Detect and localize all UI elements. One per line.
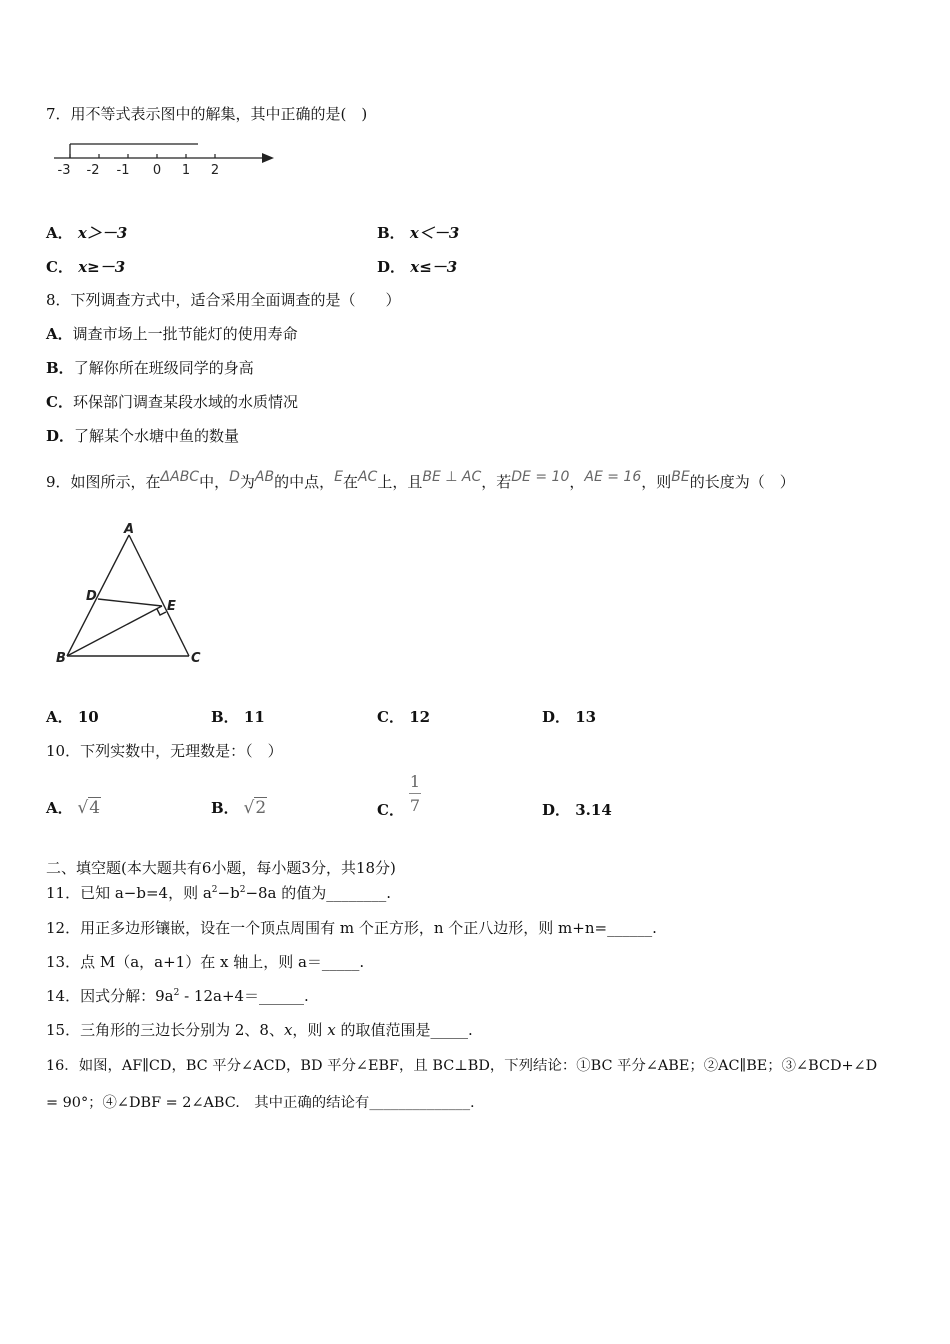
tick-label: -1 [116, 163, 130, 178]
label-e: E [167, 599, 176, 614]
q13: 13．点 M（a，a+1）在 x 轴上，则 a＝_____. [46, 953, 365, 971]
q10-option-b[interactable]: B． √2 [211, 798, 267, 818]
q10-option-a[interactable]: A． √4 [46, 798, 101, 818]
q10-option-d[interactable]: D． 3.14 [542, 801, 612, 819]
tick-label: 0 [152, 163, 162, 178]
q7-stem: 7．用不等式表示图中的解集，其中正确的是( ) [46, 105, 368, 123]
q9-stem: 9．如图所示，在ΔABC中，D为AB的中点，E在AC上，且BE ⊥ AC，若DE = 10，AE = 16，则BE的长度为（ ） [46, 469, 795, 491]
fraction-numerator: 1 [409, 772, 421, 791]
q16-line1: 16．如图，AF∥CD，BC 平分∠ACD，BD 平分∠EBF，且 BC⊥BD，下列结论：①BC 平分∠ABE；②AC∥BE；③∠BCD+∠D [46, 1058, 878, 1074]
q9-option-a[interactable]: A． 10 [46, 708, 99, 726]
section2-title: 二、填空题(本大题共有6小题，每小题3分，共18分) [46, 859, 396, 877]
q12: 12．用正多边形镶嵌，设在一个顶点周围有 m 个正方形，n 个正八边形，则 m+n=______. [46, 919, 657, 937]
q7-option-d[interactable]: D． x≤－3 [377, 258, 458, 276]
q11: 11．已知 a−b=4，则 $a^2-b^2-8a$ 的值为________. [46, 884, 392, 902]
q14: 14．因式分解：$9a^2$ - 12a+4＝______. [46, 987, 309, 1005]
q16-line2: = 90°；④∠DBF = 2∠ABC. 其中正确的结论有______________. [46, 1095, 475, 1111]
label-a: A [124, 522, 135, 537]
number-line-arrow [262, 153, 274, 163]
q7-option-c[interactable]: C． x≥－3 [46, 258, 126, 276]
fraction-denominator: 7 [409, 796, 421, 815]
q8-option-c[interactable]: C．环保部门调查某段水域的水质情况 [46, 393, 298, 411]
q8-option-d[interactable]: D．了解某个水塘中鱼的数量 [46, 427, 240, 445]
tick-label: 2 [210, 163, 220, 178]
q9-option-b[interactable]: B． 11 [211, 708, 265, 726]
q7-number-line [50, 138, 280, 180]
side-ac [129, 535, 189, 656]
q10-stem: 10．下列实数中，无理数是：（ ） [46, 742, 283, 760]
q8-stem: 8．下列调查方式中，适合采用全面调查的是（ ） [46, 291, 401, 309]
q9-option-d[interactable]: D． 13 [542, 708, 597, 726]
segment-de [98, 599, 162, 606]
label-d: D [86, 589, 97, 604]
right-angle-mark [157, 609, 166, 615]
label-b: B [56, 651, 66, 666]
q7-option-b[interactable]: B． x＜－3 [377, 224, 460, 242]
q9-option-c[interactable]: C． 12 [377, 708, 431, 726]
label-c: C [191, 651, 201, 666]
tick-label: 1 [181, 163, 191, 178]
tick-label: -3 [57, 163, 71, 178]
q9-triangle-figure [50, 520, 210, 670]
q10-option-c-fraction[interactable] [404, 772, 426, 815]
side-ab [67, 535, 129, 656]
q8-option-b[interactable]: B．了解你所在班级同学的身高 [46, 359, 254, 377]
q10-option-c-letter[interactable]: C． [377, 801, 404, 819]
tick-label: -2 [86, 163, 100, 178]
q15: 15．三角形的三边长分别为 2、8、x，则 x 的取值范围是_____. [46, 1021, 473, 1039]
q8-option-a[interactable]: A．调查市场上一批节能灯的使用寿命 [46, 325, 298, 343]
q7-option-a[interactable]: A． x＞－3 [46, 224, 128, 242]
segment-be [67, 606, 162, 656]
